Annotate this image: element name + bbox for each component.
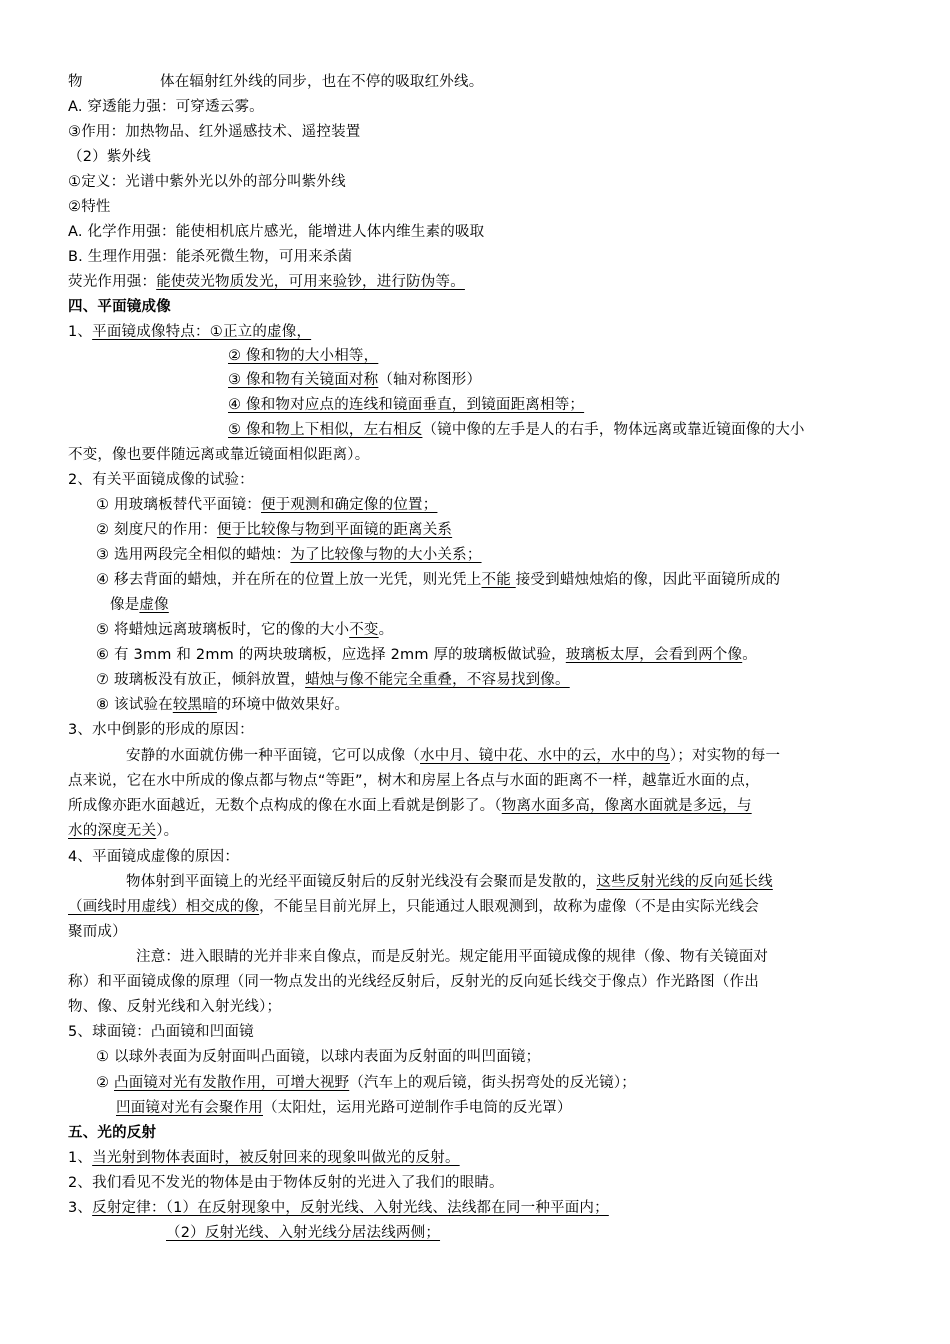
- text-line: 1、平面镜成像特点：①正立的虚像，: [68, 324, 312, 340]
- list-item: ⑧ 该试验在较黑暗的环境中做效果好。: [96, 697, 350, 713]
- section-heading: 四、平面镜成像: [68, 299, 171, 315]
- text-line: 点来说，它在水中所成的像点都与物点“等距”，树木和房屋上各点与水面的距离不一样，越靠近水面的点，: [68, 773, 760, 789]
- list-item: ② 刻度尺的作用：便于比较像与物到平面镜的距离关系: [96, 522, 453, 538]
- section-heading: 3、水中倒影的形成的原因：: [68, 722, 254, 738]
- list-item: 凹面镜对光有会聚作用（太阳灶，运用光路可逆制作手电筒的反光罩）: [116, 1100, 572, 1116]
- text-line: ③作用：加热物品、红外遥感技术、遥控装置: [68, 124, 361, 140]
- text-line: ①定义：光谱中紫外光以外的部分叫紫外线: [68, 174, 346, 190]
- list-item: ② 凸面镜对光有发散作用，可增大视野（汽车上的观后镜，街头拐弯处的反光镜）；: [96, 1075, 636, 1091]
- section-heading: （2）紫外线: [68, 149, 151, 165]
- text-line: ② 像和物的大小相等，: [228, 348, 379, 364]
- section-heading: 五、光的反射: [68, 1125, 157, 1141]
- text-line: 1、当光射到物体表面时，被反射回来的现象叫做光的反射。: [68, 1150, 460, 1166]
- text-line: 2、我们看见不发光的物体是由于物体反射的光进入了我们的眼睛。: [68, 1175, 504, 1191]
- text-line: A. 化学作用强：能使相机底片感光，能增进人体内维生素的吸取: [68, 224, 485, 240]
- text-line: 荧光作用强：能使荧光物质发光，可用来验钞，进行防伪等。: [68, 274, 465, 290]
- list-item: ① 用玻璃板替代平面镜：便于观测和确定像的位置；: [96, 497, 438, 513]
- text-line: 体在辐射红外线的同步，也在不停的吸取红外线。: [160, 74, 484, 90]
- text-line: 所成像亦距水面越近，无数个点构成的像在水面上看就是倒影了。（物离水面多高，像离水面就是多远，与: [68, 798, 752, 814]
- list-item: ⑤ 将蜡烛远离玻璃板时，它的像的大小不变。: [96, 622, 394, 638]
- text-line: 物: [68, 74, 83, 90]
- text-line: 物体射到平面镜上的光经平面镜反射后的反射光线没有会聚而是发散的，这些反射光线的反向延长线: [126, 874, 773, 890]
- text-line: ⑤ 像和物上下相似，左右相反（镜中像的左手是人的右手，物体远离或靠近镜面像的大小: [228, 422, 805, 438]
- list-item: ⑦ 玻璃板没有放正，倾斜放置，蜡烛与像不能完全重叠，不容易找到像。: [96, 672, 570, 688]
- text-line: 物、像、反射光线和入射光线）；: [68, 999, 282, 1015]
- text-line: 不变，像也要伴随远离或靠近镜面相似距离）。: [68, 447, 370, 463]
- section-heading: 5、球面镜：凸面镜和凹面镜: [68, 1024, 254, 1040]
- text-line: （画线时用虚线）相交成的像，不能呈目前光屏上，只能通过人眼观测到，故称为虚像（不是由实际光线会: [68, 899, 759, 915]
- text-line: ④ 像和物对应点的连线和镜面垂直，到镜面距离相等；: [228, 397, 585, 413]
- list-item: ③ 选用两段完全相似的蜡烛：为了比较像与物的大小关系；: [96, 547, 482, 563]
- text-line: A. 穿透能力强：可穿透云雾。: [68, 99, 264, 115]
- text-line: ②特性: [68, 199, 111, 215]
- list-item: ⑥ 有 3mm 和 2mm 的两块玻璃板，应选择 2mm 厚的玻璃板做试验，玻璃板太厚，会看到两个像。: [96, 647, 757, 663]
- text-line: （2）反射光线、入射光线分居法线两侧；: [166, 1225, 441, 1241]
- text-line: 3、反射定律：（1）在反射现象中，反射光线、入射光线、法线都在同一种平面内；: [68, 1200, 609, 1216]
- list-item: ④ 移去背面的蜡烛，并在所在的位置上放一光凭，则光凭上不能 接受到蜡烛烛焰的像，因此平面镜所成的: [96, 572, 781, 588]
- list-item: 像是虚像: [110, 597, 169, 613]
- text-line: 注意：进入眼睛的光并非来自像点，而是反射光。规定能用平面镜成像的规律（像、物有关镜面对: [136, 949, 769, 965]
- text-line: ③ 像和物有关镜面对称（轴对称图形）: [228, 372, 482, 388]
- section-heading: 2、有关平面镜成像的试验：: [68, 472, 254, 488]
- text-line: 水的深度无关）。: [68, 823, 179, 839]
- section-heading: 4、平面镜成虚像的原因：: [68, 849, 240, 865]
- text-line: B. 生理作用强：能杀死微生物，可用来杀菌: [68, 249, 353, 265]
- text-line: 聚而成）: [68, 924, 127, 940]
- text-line: 安静的水面就仿佛一种平面镜，它可以成像（水中月、镜中花、水中的云，水中的鸟）；对实物的每一: [126, 748, 781, 764]
- text-line: 称）和平面镜成像的原理（同一物点发出的光线经反射后，反射光的反向延长线交于像点）作光路图（作出: [68, 974, 759, 990]
- list-item: ① 以球外表面为反射面叫凸面镜，以球内表面为反射面的叫凹面镜；: [96, 1049, 541, 1065]
